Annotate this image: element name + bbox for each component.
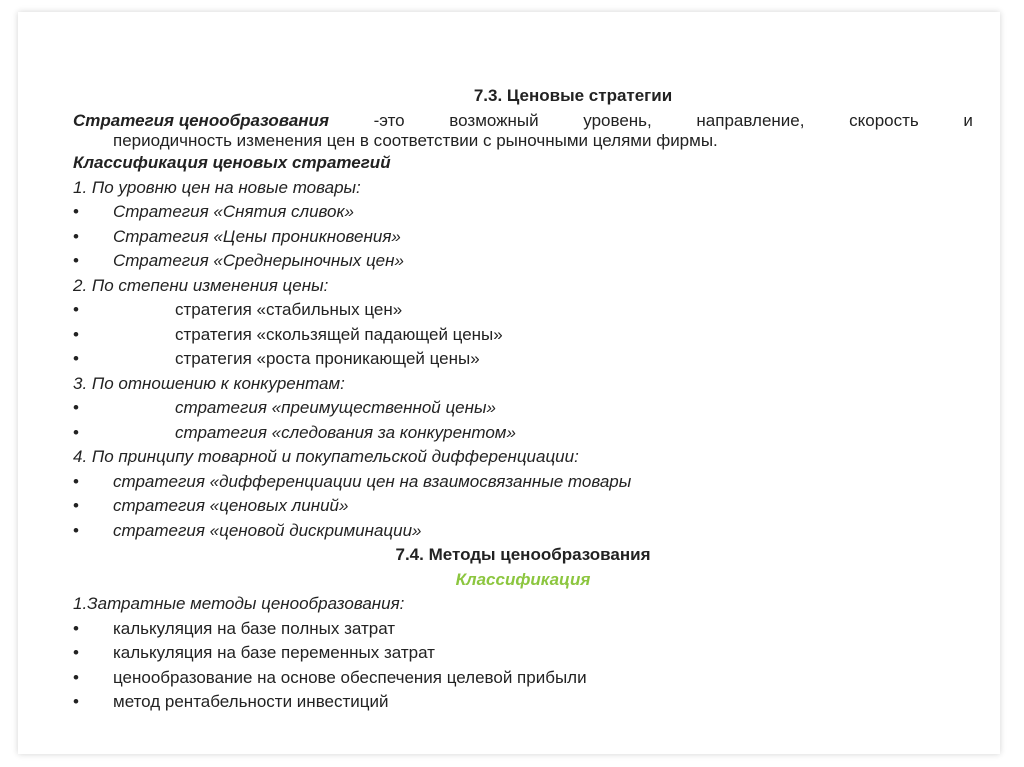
bullet: • (73, 643, 79, 662)
list-item-text: ценообразование на основе обеспечения целевой прибыли (113, 667, 587, 687)
list-item (73, 298, 973, 323)
list-item-text: метод рентабельности инвестиций (113, 692, 389, 711)
list-item (73, 200, 973, 225)
bullet: • (73, 496, 79, 515)
slide (18, 12, 1000, 754)
list-item (73, 470, 973, 495)
list-item-text: стратегия «скользящей падающей цены» (175, 324, 503, 344)
bullet: • (73, 324, 79, 344)
list-item (73, 666, 973, 691)
list-item (73, 249, 973, 274)
list-item (73, 396, 973, 421)
definition-word: -это (373, 110, 405, 130)
section-title-7-3: 7.3. Ценовые стратегии (473, 86, 673, 105)
definition-word: возможный (449, 110, 539, 130)
bullet: • (73, 251, 79, 270)
definition-word: скорость (849, 110, 919, 130)
list-item (73, 690, 973, 715)
bullet: • (73, 692, 79, 711)
section-title-7-4: 7.4. Методы ценообразования (395, 545, 651, 564)
bullet: • (73, 349, 79, 368)
list-item (73, 641, 973, 666)
classification-heading: Классификация ценовых стратегий (73, 153, 391, 172)
bullet: • (73, 226, 79, 246)
group-heading: 1. По уровню цен на новые товары: (73, 177, 361, 197)
bullet: • (73, 471, 79, 491)
classification-subtitle: Классификация (455, 569, 591, 589)
list-item-text: стратегия «ценовой дискриминации» (113, 520, 422, 540)
list-item-text: Стратегия «Среднерыночных цен» (113, 251, 404, 270)
bullet: • (73, 667, 79, 687)
list-item (73, 617, 973, 642)
list-item-text: стратегия «стабильных цен» (175, 300, 403, 319)
list-item-text: калькуляция на базе переменных затрат (113, 643, 435, 662)
list-item (73, 347, 973, 372)
definition-word: уровень, (583, 110, 652, 130)
bullet: • (73, 520, 79, 540)
bullet: • (73, 422, 79, 442)
list-item-text: стратегия «дифференциации цен на взаимосвязанные товары (113, 471, 632, 491)
slide-content (73, 84, 973, 715)
definition-term: Стратегия ценообразования (73, 110, 329, 130)
group-heading: 4. По принципу товарной и покупательской дифференциации: (73, 447, 579, 466)
bullet: • (73, 618, 79, 638)
definition-line-2: периодичность изменения цен в соответствии с рыночными целями фирмы. (113, 131, 718, 150)
list-item-text: стратегия «роста проникающей цены» (175, 349, 480, 368)
list-item-text: Стратегия «Снятия сливок» (113, 202, 354, 221)
list-item (73, 494, 973, 519)
definition-word: и (963, 110, 973, 130)
group-heading: 3. По отношению к конкурентам: (73, 373, 345, 393)
bullet: • (73, 300, 79, 319)
group-heading: 2. По степени изменения цены: (73, 275, 329, 295)
list-item-text: Стратегия «Цены проникновения» (113, 226, 401, 246)
definition-line-1 (73, 109, 973, 134)
methods-heading: 1.Затратные методы ценообразования: (73, 594, 405, 613)
bullet: • (73, 398, 79, 417)
list-item-text: стратегия «ценовых линий» (113, 496, 349, 515)
list-item (73, 225, 973, 250)
list-item (73, 323, 973, 348)
bullet: • (73, 202, 79, 221)
list-item-text: калькуляция на базе полных затрат (113, 618, 396, 638)
list-item (73, 421, 973, 446)
list-item (73, 519, 973, 544)
list-item-text: стратегия «следования за конкурентом» (175, 422, 516, 442)
list-item-text: стратегия «преимущественной цены» (175, 398, 496, 417)
definition-word: направление, (696, 110, 805, 130)
